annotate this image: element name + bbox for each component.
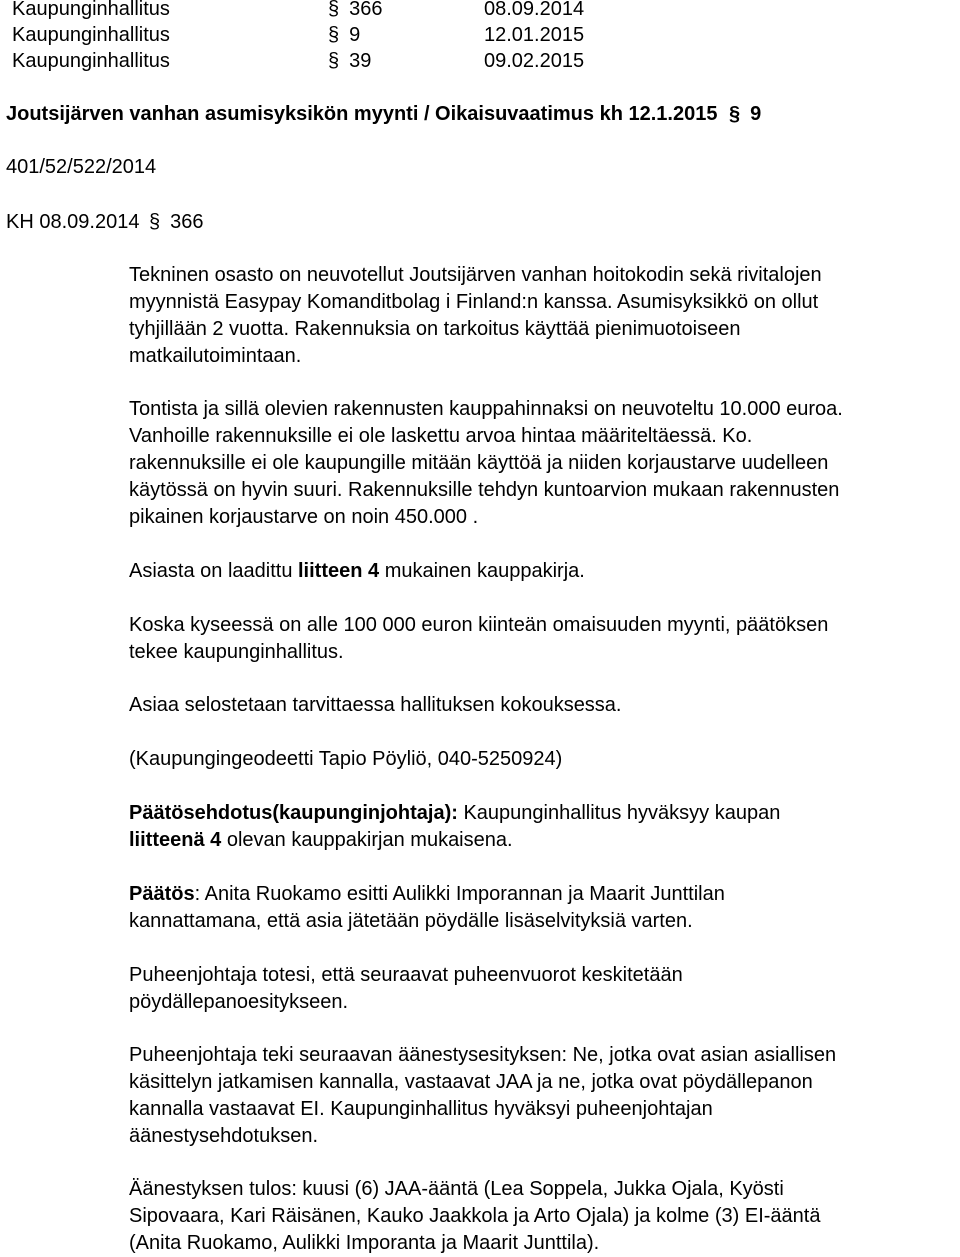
history-number: § 9: [328, 24, 361, 46]
section-icon: §: [328, 50, 340, 72]
paragraph-presentation: Asiaa selostetaan tarvittaessa hallituksen kokouksessa.: [129, 694, 622, 716]
paragraph-contact: (Kaupungingeodeetti Tapio Pöyliö, 040-5250924): [129, 748, 563, 770]
history-date: 09.02.2015: [484, 50, 585, 72]
section-icon: §: [149, 211, 161, 233]
record-id: 401/52/522/2014: [6, 156, 157, 178]
history-date: 12.01.2015: [484, 24, 585, 46]
page-title: Joutsijärven vanhan asumisyksikön myynti / Oikaisuvaatimus kh 12.1.2015 § 9: [6, 103, 762, 125]
paragraph-decision: Päätös: Anita Ruokamo esitti Aulikki Imporannan ja Maarit Junttilan kannattamana, että asia jätetään pöydälle lisäselvityksiä varten.: [129, 883, 725, 932]
history-body: Kaupunginhallitus: [12, 50, 170, 72]
paragraph-price: Tontista ja sillä olevien rakennusten kauppahinnaksi on neuvoteltu 10.000 euroa. Vanhoille rakennuksille ei ole laskettu arvoa hintaa määriteltäessä. Ko. rakennuksille ei ole kaupungille mitään käyttöä ja niiden korjaustarve uudelleen käytössä on hyvin suuri. Rakennuksille tehdyn kuntoarvion mukaan rakennusten pikainen korjaustarve on noin 450.000 .: [129, 398, 843, 528]
history-body: Kaupunginhallitus: [12, 24, 170, 46]
section-icon: §: [729, 103, 741, 125]
history-number: § 39: [328, 50, 372, 72]
paragraph-description: Tekninen osasto on neuvotellut Joutsijärven vanhan hoitokodin sekä rivitalojen myynnistä Easypay Komanditbolag i Finland:n kanssa. Asumisyksikkö on ollut tyhjillään 2 vuotta. Rakennuksia on tarkoitus käyttää pienimuotoiseen matkailutoimintaan.: [129, 264, 822, 367]
paragraph-proposal: Päätösehdotus(kaupunginjohtaja): Kaupunginhallitus hyväksyy kaupan liitteenä 4 olevan kauppakirjan mukaisena.: [129, 802, 781, 851]
history-date: 08.09.2014: [484, 0, 585, 20]
section-icon: §: [328, 24, 340, 46]
history-number: § 366: [328, 0, 383, 22]
paragraph-attachment: Asiasta on laadittu liitteen 4 mukainen kauppakirja.: [129, 560, 585, 582]
reference: KH 08.09.2014 § 366: [6, 211, 204, 233]
section-icon: §: [328, 0, 340, 20]
paragraph-chair-note: Puheenjohtaja totesi, että seuraavat puheenvuorot keskitetään pöydällepanoesitykseen.: [129, 964, 683, 1013]
paragraph-vote-result: Äänestyksen tulos: kuusi (6) JAA-ääntä (Lea Soppela, Jukka Ojala, Kyösti Sipovaara, Kari Räisänen, Kauko Jaakkola ja Arto Ojala) ja kolme (3) EI-ääntä (Anita Ruokamo, Aulikki Imporanta ja Maarit Junttila).: [129, 1178, 821, 1254]
paragraph-vote-proposal: Puheenjohtaja teki seuraavan äänestysesityksen: Ne, jotka ovat asian asiallisen käsittelyn jatkamisen kannalla, vastaavat JAA ja ne, jotka ovat pöydällepanon kannalla vastaavat EI. Kaupunginhallitus hyväksyi puheenjohtajan äänestysehdotuksen.: [129, 1044, 837, 1147]
paragraph-authority: Koska kyseessä on alle 100 000 euron kiinteän omaisuuden myynti, päätöksen tekee kaupunginhallitus.: [129, 614, 829, 663]
history-body: Kaupunginhallitus: [12, 0, 170, 20]
